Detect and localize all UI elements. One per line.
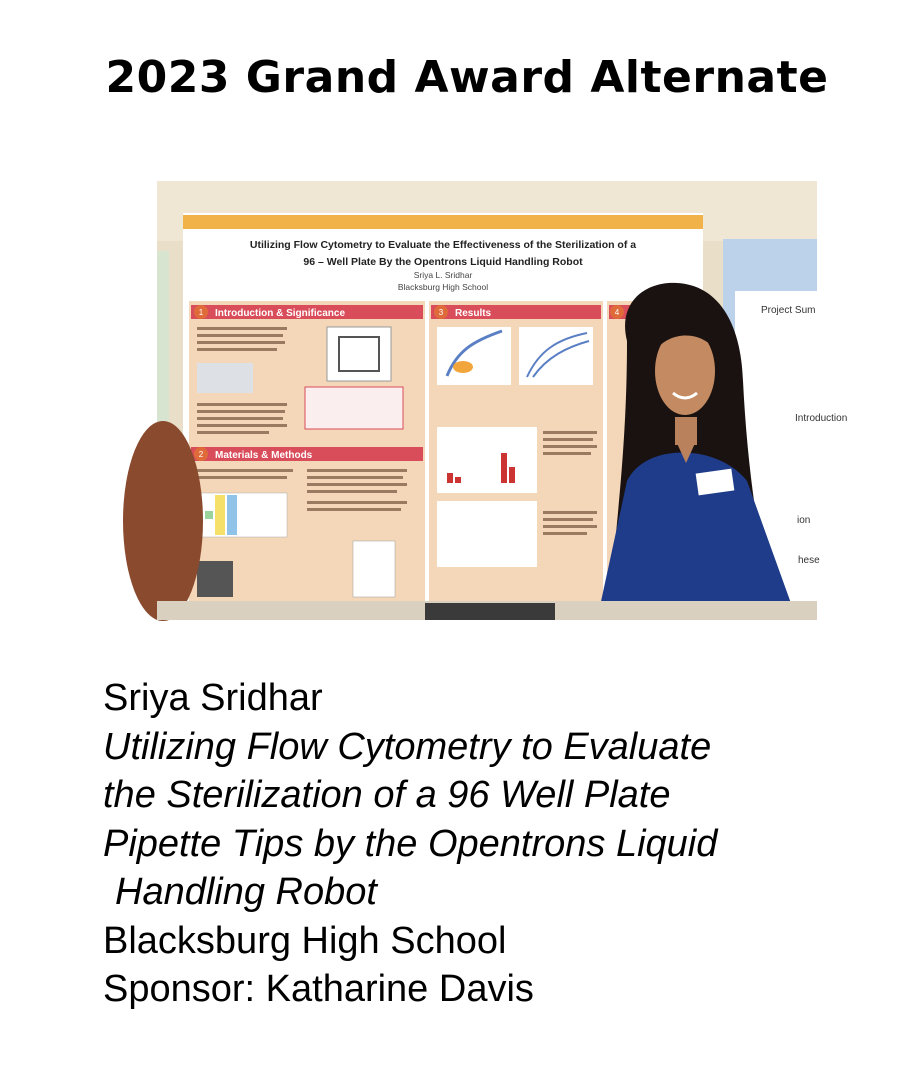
section-3-heading: Results — [455, 308, 492, 319]
school-name: Blacksburg High School — [103, 919, 507, 962]
person-left — [123, 421, 203, 621]
photo-illustration — [157, 181, 848, 620]
tips-photo — [197, 561, 233, 597]
side-poster-heading: Project Sum — [761, 305, 816, 316]
project-title-line-3: Pipette Tips by the Opentrons Liquid — [103, 822, 718, 865]
section-2-heading: Materials & Methods — [215, 450, 313, 461]
student-photo — [157, 181, 848, 620]
side-poster-sub3: hese — [798, 555, 820, 566]
poster-school: Blacksburg High School — [397, 282, 489, 292]
award-title: 2023 Grand Award Alternate — [105, 52, 829, 103]
section-2-num: 2 — [198, 450, 204, 459]
poster-title-2: 96 – Well Plate By the Opentrons Liquid Handling Robot — [303, 256, 583, 268]
section-3-num: 3 — [438, 308, 444, 317]
project-title-line-4: Handling Robot — [115, 871, 377, 913]
section-4-num: 4 — [614, 308, 620, 317]
robot-figure — [327, 327, 391, 381]
section-1-num: 1 — [198, 308, 204, 317]
student-name: Sriya Sridhar — [103, 677, 323, 719]
section-1-heading: Introduction & Significance — [215, 308, 346, 319]
poster-title-1: Utilizing Flow Cytometry to Evaluate the Effectiveness of the Sterilization of a — [249, 239, 637, 251]
side-poster-sub2: ion — [797, 515, 811, 526]
student-info — [103, 674, 883, 1014]
project-title-line-1: Utilizing Flow Cytometry to Evaluate — [103, 725, 712, 768]
side-poster-sub1: Introduction — [795, 413, 848, 424]
poster-author: Sriya L. Sridhar — [413, 270, 473, 280]
result-chart-2 — [437, 501, 537, 567]
result-bar-chart — [437, 427, 537, 493]
sponsor: Sponsor: Katharine Davis — [103, 968, 534, 1010]
project-title-line-2: the Sterilization of a 96 Well Plate — [103, 774, 671, 816]
